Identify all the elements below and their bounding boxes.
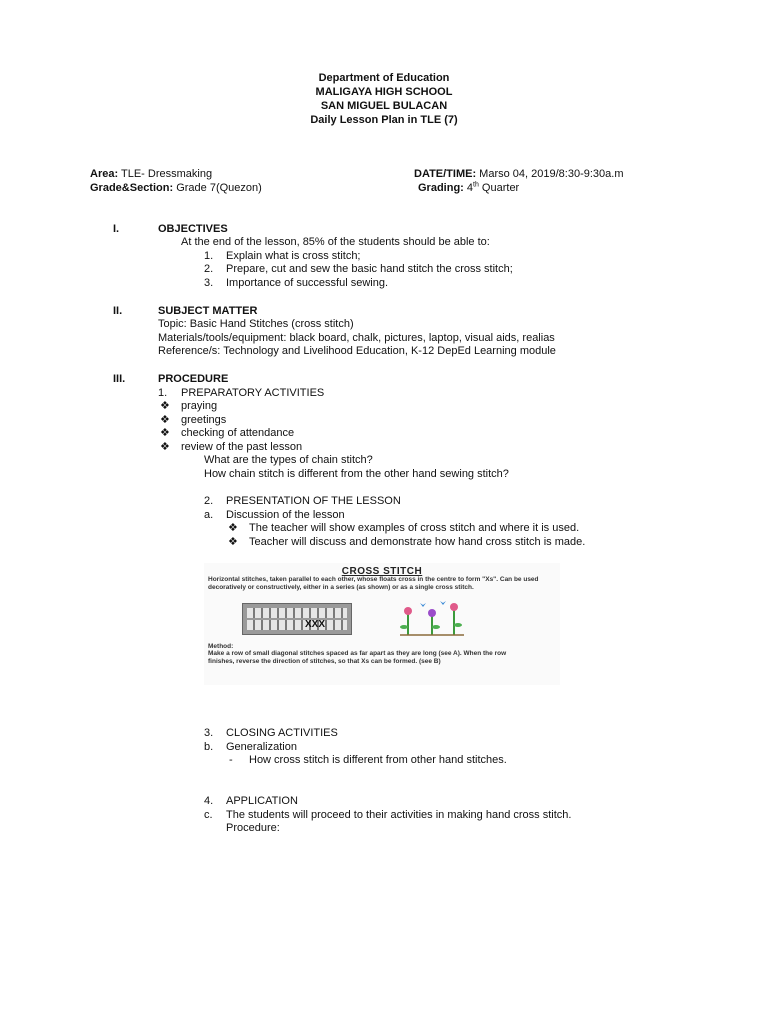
grading-label: Grading: <box>418 182 464 194</box>
grade-label: Grade&Section: <box>90 182 174 194</box>
objective-item: Importance of successful sewing. <box>226 277 389 289</box>
prep-num: 1. <box>158 387 168 399</box>
grading-value: 4 <box>463 182 474 194</box>
application-procedure: Procedure: <box>226 822 280 834</box>
bullet-icon: ❖ <box>160 427 170 439</box>
prep-item: greetings <box>181 414 227 426</box>
subject-reference: Reference/s: Technology and Livelihood Education, K-12 DepEd Learning module <box>158 345 556 357</box>
bullet-icon: ❖ <box>160 400 170 412</box>
presentation-heading: PRESENTATION OF THE LESSON <box>226 495 401 507</box>
cross-stitch-image <box>204 563 560 685</box>
objectives-heading: OBJECTIVES <box>158 223 228 235</box>
generalization-item: How cross stitch is different from other hand stitches. <box>249 754 507 766</box>
dash-marker: - <box>229 754 233 766</box>
closing-heading: CLOSING ACTIVITIES <box>226 727 338 739</box>
review-question: How chain stitch is different from the other hand sewing stitch? <box>204 468 509 480</box>
objectives-intro: At the end of the lesson, 85% of the students should be able to: <box>181 236 490 248</box>
grading-tail: Quarter <box>478 182 520 194</box>
datetime-value: Marso 04, 2019/8:30-9:30a.m <box>476 168 624 180</box>
subject-heading: SUBJECT MATTER <box>158 305 258 317</box>
prep-item: checking of attendance <box>181 427 295 439</box>
subject-materials: Materials/tools/equipment: black board, chalk, pictures, laptop, visual aids, realias <box>158 332 555 344</box>
prep-heading: PREPARATORY ACTIVITIES <box>181 387 325 399</box>
method-label: Method: <box>208 643 234 650</box>
generalization-letter: b. <box>204 741 214 753</box>
presentation-num: 2. <box>204 495 214 507</box>
grade-value: Grade 7(Quezon) <box>173 182 262 194</box>
method-text: Make a row of small diagonal stitches spaced as far apart as they are long (see A). When the row finishes, reverse the direction of stitches, so that Xs can be formed. (see B) <box>208 650 507 665</box>
generalization-heading: Generalization <box>226 741 297 753</box>
cross-stitch-description: Horizontal stitches, taken parallel to each other, whose floats cross in the centre to form "Xs". Can be used decoratively or constructively, either in a series (as shown) or as a single cross stitch. <box>208 576 539 591</box>
bullet-icon: ❖ <box>228 522 238 534</box>
flowers-icon <box>396 599 468 637</box>
area-line <box>90 168 212 181</box>
grading-sup: th <box>473 181 479 189</box>
header-department: Department of Education <box>318 72 450 84</box>
header-school: MALIGAYA HIGH SCHOOL <box>315 86 453 98</box>
prep-item: review of the past lesson <box>181 441 303 453</box>
closing-num: 3. <box>204 727 214 739</box>
objective-num: 3. <box>204 277 214 289</box>
grading-line <box>418 182 519 195</box>
objective-num: 2. <box>204 263 214 275</box>
review-question: What are the types of chain stitch? <box>204 454 373 466</box>
prep-item: praying <box>181 400 218 412</box>
subject-topic: Topic: Basic Hand Stitches (cross stitch) <box>158 318 354 330</box>
objective-item: Prepare, cut and sew the basic hand stitch the cross stitch; <box>226 263 513 275</box>
header-location: SAN MIGUEL BULACAN <box>320 100 448 112</box>
bullet-icon: ❖ <box>228 536 238 548</box>
datetime-label: DATE/TIME: <box>414 168 477 180</box>
procedure-heading: PROCEDURE <box>158 373 229 385</box>
bullet-icon: ❖ <box>160 414 170 426</box>
objective-item: Explain what is cross stitch; <box>226 250 361 262</box>
area-label: Area: <box>90 168 119 180</box>
discussion-item: Teacher will discuss and demonstrate how hand cross stitch is made. <box>249 536 586 548</box>
xs-label: XXX <box>305 619 326 630</box>
area-value: TLE- Dressmaking <box>118 168 213 180</box>
datetime-line <box>414 168 624 181</box>
subject-numeral: II. <box>113 305 123 317</box>
application-num: 4. <box>204 795 214 807</box>
grade-line <box>90 182 262 195</box>
discussion-letter: a. <box>204 509 214 521</box>
cross-stitch-image-title: CROSS STITCH <box>341 566 423 577</box>
stitch-sample-icon <box>242 603 352 635</box>
discussion-item: The teacher will show examples of cross stitch and where it is used. <box>249 522 580 534</box>
application-heading: APPLICATION <box>226 795 298 807</box>
application-letter: c. <box>204 809 213 821</box>
header-lesson-plan-title: Daily Lesson Plan in TLE (7) <box>310 114 458 126</box>
application-text: The students will proceed to their activities in making hand cross stitch. <box>226 809 572 821</box>
objective-num: 1. <box>204 250 214 262</box>
discussion-heading: Discussion of the lesson <box>226 509 345 521</box>
procedure-numeral: III. <box>113 373 126 385</box>
objectives-numeral: I. <box>113 223 120 235</box>
bullet-icon: ❖ <box>160 441 170 453</box>
